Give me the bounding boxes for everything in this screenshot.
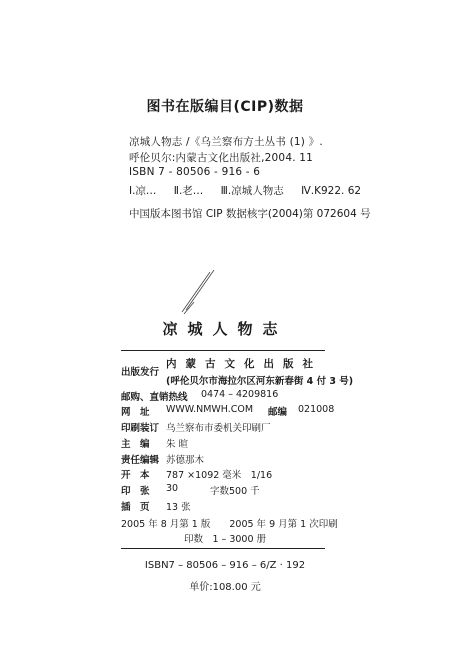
plates-value: 13 张: [166, 502, 191, 513]
sheets-value: 30: [166, 483, 179, 494]
cip-isbn-line: ISBN 7 - 80506 - 916 - 6: [129, 166, 261, 178]
colophon-bottom-rule: [121, 548, 325, 549]
print-run: 印数 1 – 3000 册: [183, 534, 267, 545]
cip-classification: [129, 183, 375, 198]
cip-class-2: Ⅱ.老…: [173, 185, 204, 197]
edition-line: 2005 年 8 月第 1 版 2005 年 9 月第 1 次印刷: [121, 519, 338, 530]
website-value: WWW.NMWH.COM: [166, 404, 254, 415]
isbn-bottom: ISBN7 – 80506 – 916 – 6/Z · 192: [144, 560, 306, 571]
price: 单价:108.00 元: [189, 582, 261, 593]
cip-publisher-line: 呼伦贝尔:内蒙古文化出版社,2004. 11: [129, 152, 314, 164]
plates-label: 插 页: [121, 502, 150, 513]
hotline-label: 邮购、直销热线: [121, 392, 188, 403]
printer-value: 乌兰察布市委机关印刷厂: [166, 423, 271, 434]
format-label: 开 本: [121, 470, 150, 481]
website-label: 网 址: [121, 407, 150, 418]
pen-mark-icon: [180, 268, 220, 314]
editor-value: 朱 暄: [166, 439, 189, 450]
sheets-label: 印 张: [121, 486, 150, 497]
hotline-value: 0474 – 4209816: [201, 389, 279, 400]
colophon-top-rule: [121, 350, 325, 351]
responsible-editor-value: 苏德那木: [166, 455, 205, 466]
cip-class-4: Ⅳ.K922. 62: [301, 185, 362, 197]
cip-title-line: 凉城人物志 /《乌兰察布方土丛书 (1) 》.: [129, 136, 323, 148]
printer-label: 印刷装订: [121, 423, 160, 434]
book-title: 凉城人物志: [162, 320, 288, 338]
publisher-name: 内蒙古文化出版社: [166, 358, 322, 370]
zip-label: 邮编: [268, 407, 288, 418]
word-count: 字数500 千: [210, 486, 260, 497]
zip-value: 021008: [298, 404, 335, 415]
publisher-address: (呼伦贝尔市海拉尔区河东新春街 4 付 3 号): [166, 376, 354, 387]
cip-class-1: Ⅰ.凉…: [129, 185, 157, 197]
responsible-editor-label: 责任编辑: [121, 455, 160, 466]
publisher-label: 出版发行: [121, 367, 160, 378]
cip-heading: 图书在版编目(CIP)数据: [146, 99, 304, 115]
format-value: 787 ×1092 毫米 1/16: [166, 470, 273, 481]
cip-check-number: 中国版本图书馆 CIP 数据核字(2004)第 072604 号: [129, 208, 371, 220]
editor-label: 主 编: [121, 439, 150, 450]
cip-class-3: Ⅲ.凉城人物志: [220, 185, 284, 197]
